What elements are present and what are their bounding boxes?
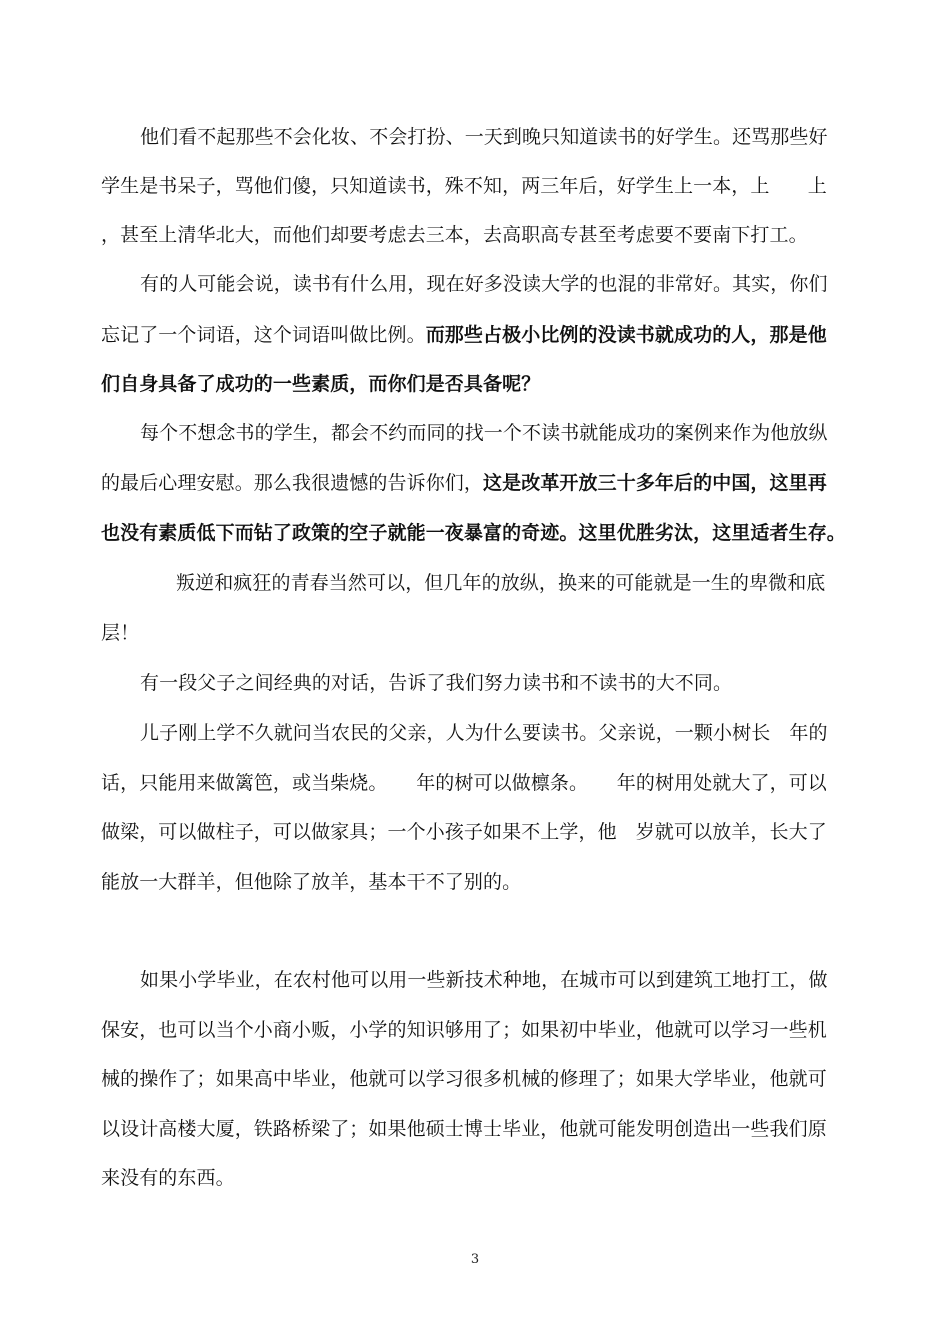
body-text: 如果小学毕业，在农村他可以用一些新技术种地，在城市可以到建筑工地打工，做 [140,969,828,991]
text-line [101,173,827,199]
text-line [101,620,139,646]
bold-text: 这是改革开放三十多年后的中国，这里再 [483,472,827,494]
body-text: 忘记了一个词语，这个词语叫做比例。 [101,324,426,346]
text-line [101,322,827,348]
bold-text: 们自身具备了成功的一些素质，而你们是否具备呢？ [101,373,541,395]
text-line [101,520,846,546]
body-text: 叛逆和疯狂的青春当然可以，但几年的放纵，换来的可能就是一生的卑微和底 [176,572,826,594]
text-line [101,1165,235,1191]
body-text: 以设计高楼大厦，铁路桥梁了；如果他硕士博士毕业，他就可能发明创造出一些我们原 [101,1118,827,1140]
text-line [176,570,825,596]
body-text: 话，只能用来做篱笆，或当柴烧。 年的树可以做檩条。 年的树用处就大了，可以 [101,772,827,794]
text-line [140,967,828,993]
text-line [101,371,540,397]
text-line [101,819,827,845]
body-text: 有的人可能会说，读书有什么用，现在好多没读大学的也混的非常好。其实，你们 [140,273,828,295]
bold-text: 也没有素质低下而钻了政策的空子就能一夜暴富的奇迹。这里优胜劣汰，这里适者生存。 [101,522,846,544]
body-text: 的最后心理安慰。那么我很遗憾的告诉你们， [101,472,484,494]
text-line [140,271,828,297]
body-text: 每个不想念书的学生，都会不约而同的找一个不读书就能成功的案例来作为他放纵 [140,422,828,444]
text-line [101,770,827,796]
body-text: 械的操作了；如果高中毕业，他就可以学习很多机械的修理了；如果大学毕业，他就可 [101,1068,827,1090]
text-line [101,1116,827,1142]
text-line [101,1017,827,1043]
text-line [140,670,732,696]
text-line [140,720,828,746]
body-text: 来没有的东西。 [101,1167,235,1189]
body-text: 他们看不起那些不会化妆、不会打扮、一天到晚只知道读书的好学生。还骂那些好 [140,126,828,148]
body-text: 做梁，可以做柱子，可以做家具；一个小孩子如果不上学，他 岁就可以放羊，长大了 [101,821,827,843]
body-text: 层！ [101,622,140,644]
page-number: 3 [470,1252,480,1267]
text-line [101,1066,827,1092]
body-text: 有一段父子之间经典的对话，告诉了我们努力读书和不读书的大不同。 [140,672,733,694]
text-line [101,222,808,248]
text-line [140,124,828,150]
body-text: ，甚至上清华北大，而他们却要考虑去三本，去高职高专甚至考虑要不要南下打工。 [101,224,808,246]
body-text: 儿子刚上学不久就问当农民的父亲，人为什么要读书。父亲说，一颗小树长 年的 [140,722,828,744]
body-text: 能放一大群羊，但他除了放羊，基本干不了别的。 [101,871,522,893]
body-text: 保安，也可以当个小商小贩，小学的知识够用了；如果初中毕业，他就可以学习一些机 [101,1019,827,1041]
text-line [101,470,827,496]
text-line [140,420,828,446]
body-text: 学生是书呆子，骂他们傻，只知道读书，殊不知，两三年后，好学生上一本，上 上 [101,175,827,197]
bold-text: 而那些占极小比例的没读书就成功的人，那是他 [425,324,827,346]
text-line [101,869,521,895]
